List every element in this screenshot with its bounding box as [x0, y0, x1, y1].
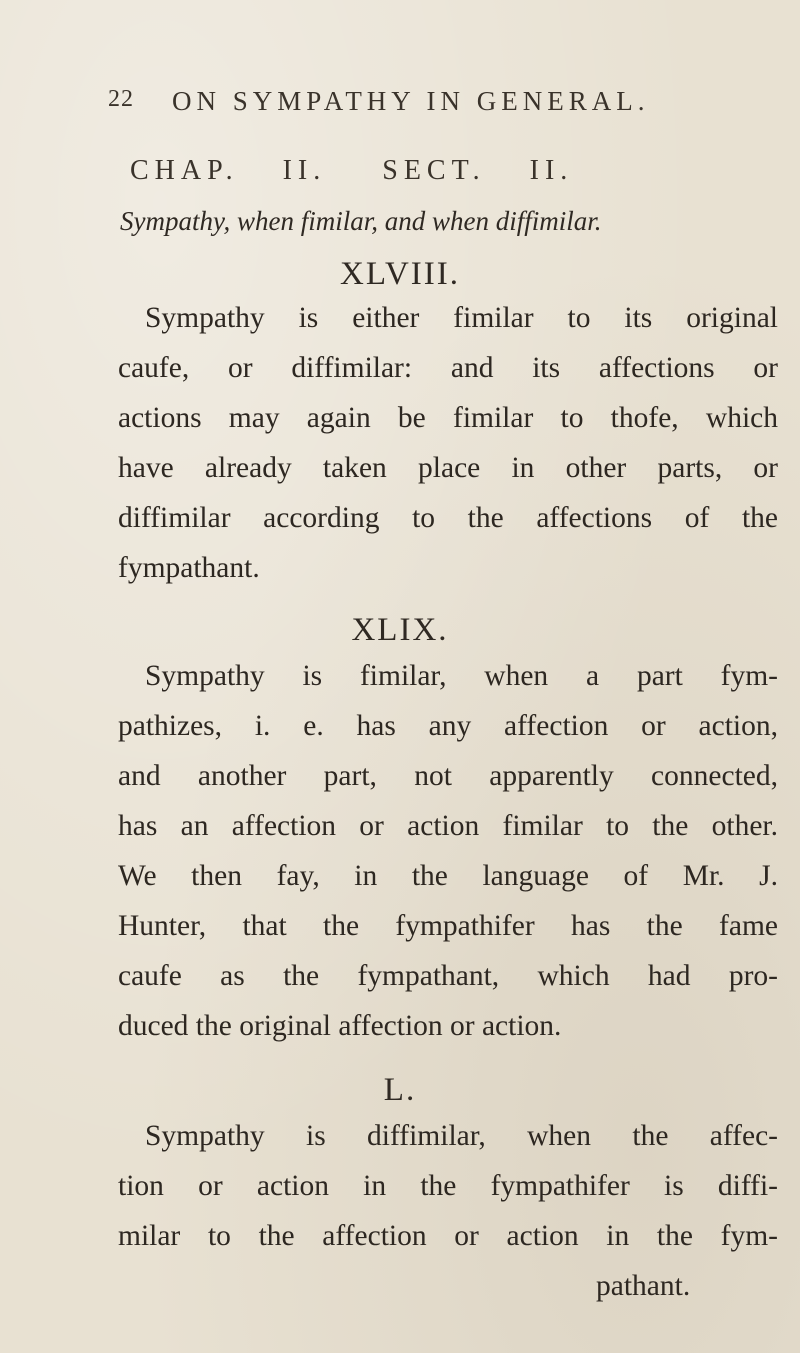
chapter-label: CHAP.: [130, 155, 239, 186]
text-line: have already taken place in other parts, or: [118, 452, 778, 484]
text-line: milar to the affection or action in the fym-: [118, 1220, 778, 1252]
text-line: actions may again be fimilar to thofe, which: [118, 402, 778, 434]
text-line: We then fay, in the language of Mr. J.: [118, 860, 778, 892]
page-number: 22: [108, 86, 134, 112]
section-heading: XLVIII.: [339, 256, 460, 292]
section-label: SECT.: [382, 155, 486, 186]
section-heading: XLIX.: [351, 612, 449, 648]
text-line: tion or action in the fympathifer is diffi-: [118, 1170, 778, 1202]
chapter-number: II.: [282, 155, 327, 186]
text-line: pathizes, i. e. has any affection or action,: [118, 710, 778, 742]
text-line: Sympathy is diffimilar, when the affec-: [145, 1120, 778, 1152]
text-line: caufe, or diffimilar: and its affections or: [118, 352, 778, 384]
page-subtitle: Sympathy, when fimilar, and when diffimilar.: [120, 206, 602, 236]
text-line: duced the original affection or action.: [118, 1010, 562, 1042]
text-line: has an affection or action fimilar to the other.: [118, 810, 778, 842]
text-line: fympathant.: [118, 552, 260, 584]
section-number: II.: [529, 155, 574, 186]
text-line: caufe as the fympathant, which had pro-: [118, 960, 778, 992]
text-line: Sympathy is fimilar, when a part fym-: [145, 660, 778, 692]
text-line: Hunter, that the fympathifer has the fame: [118, 910, 778, 942]
text-line: Sympathy is either fimilar to its original: [145, 302, 778, 334]
section-heading: L.: [383, 1072, 417, 1108]
text-line: and another part, not apparently connected,: [118, 760, 778, 792]
running-title: ON SYMPATHY IN GENERAL.: [172, 86, 650, 116]
text-line: diffimilar according to the affections of the: [118, 502, 778, 534]
running-head: [108, 86, 788, 126]
text-line: pathant.: [596, 1270, 691, 1302]
chapter-heading: [130, 155, 750, 187]
